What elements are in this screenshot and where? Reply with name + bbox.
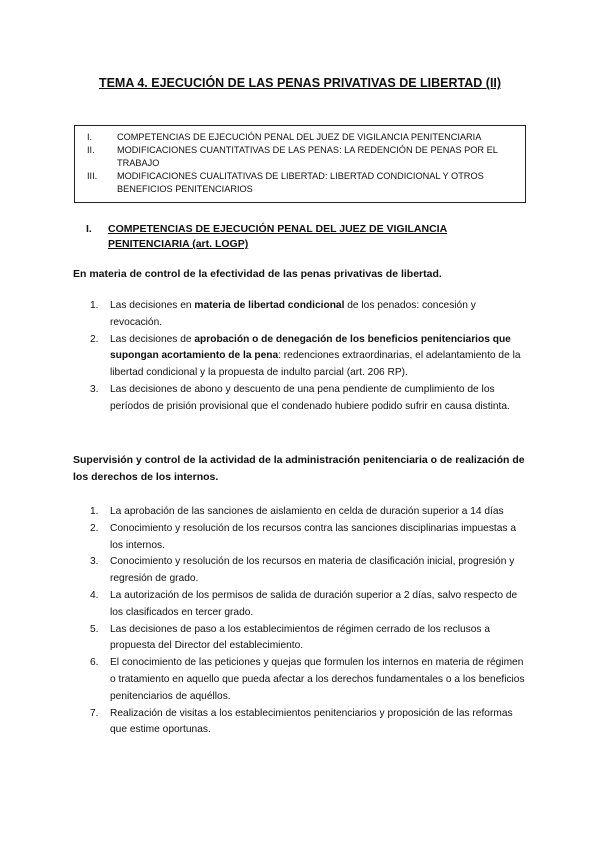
list-text-plain: de los penados: concesión y revocación. <box>110 300 476 328</box>
list-item <box>90 588 530 622</box>
list-text: El conocimiento de las peticiones y quejas que formulen los internos en materia de régimen o tratamiento en aquello que pueda afectar a los derechos fundamentales o a los beneficios penitenciarios de aquéllos. <box>110 657 525 702</box>
list-text: Las decisiones de paso a los establecimientos de régimen cerrado de los reclusos a propuesta del Director del establecimiento. <box>110 623 490 652</box>
toc-item-text: MODIFICACIONES CUANTITATIVAS DE LAS PENAS: LA REDENCIÓN DE PENAS POR EL TRABAJO <box>117 145 498 168</box>
table-of-contents <box>74 125 526 203</box>
toc-item <box>87 144 517 170</box>
ordered-list-1 <box>90 298 530 416</box>
list-text-plain: Las decisiones de abono y descuento de una pena pendiente de cumplimiento de los períodos de prisión provisional que el condenado hubiere podido sufrir en causa distinta. <box>110 383 510 412</box>
list-text <box>110 332 530 382</box>
list-text-plain: Las decisiones en <box>110 300 195 311</box>
toc-item-number: III. <box>87 171 98 181</box>
toc-item <box>87 170 517 196</box>
toc-item-number: II. <box>87 145 95 155</box>
list-number: 2. <box>90 522 99 534</box>
document-title: TEMA 4. EJECUCIÓN DE LAS PENAS PRIVATIVAS DE LIBERTAD (II) <box>98 76 502 90</box>
list-item <box>90 332 530 382</box>
list-text-plain: Las decisiones de <box>110 333 195 345</box>
list-number: 3. <box>90 383 99 395</box>
list-item <box>90 521 530 555</box>
subheading-paragraph: En materia de control de la efectividad de las penas privativas de libertad. <box>73 268 442 280</box>
subheading-paragraph: Supervisión y control de la actividad de la administración penitenciaria o de realización de los derechos de los internos. <box>73 454 525 483</box>
list-text-plain: : redenciones extraordinarias, el adelantamiento de la libertad condicional y la propuesta de indulto parcial (art. 206 RP). <box>110 350 521 379</box>
list-number: 3. <box>90 556 99 568</box>
list-text: La autorización de los permisos de salida de duración superior a 2 días, salvo respecto de los clasificados en tercer grado. <box>110 589 518 618</box>
list-number: 7. <box>90 707 99 719</box>
list-number: 4. <box>90 589 99 601</box>
list-number: 5. <box>90 623 99 635</box>
toc-item <box>87 131 517 144</box>
list-item <box>90 655 530 705</box>
list-text-bold: materia de libertad condicional <box>194 300 345 311</box>
list-item <box>90 504 530 521</box>
section-title: COMPETENCIAS DE EJECUCIÓN PENAL DEL JUEZ DE VIGILANCIA PENITENCIARIA (art. LOGP) <box>108 223 448 250</box>
list-item <box>90 554 530 588</box>
list-number: 2. <box>90 333 99 345</box>
list-item <box>90 622 530 656</box>
list-text: Realización de visitas a los establecimientos penitenciarios y proposición de las reformas que estime oportunas. <box>110 707 513 736</box>
toc-item-number: I. <box>87 132 93 142</box>
list-item <box>90 298 530 332</box>
list-text: Conocimiento y resolución de los recursos contra las sanciones disciplinarias impuestas a los internos. <box>110 522 516 551</box>
list-item <box>90 382 530 416</box>
list-item <box>90 706 530 740</box>
list-text-bold: aprobación o de denegación de los beneficios penitenciarios que supongan acortamiento de la pena <box>110 333 511 362</box>
list-number: 1. <box>90 506 99 517</box>
section-number: I. <box>86 223 92 235</box>
list-text <box>110 382 530 416</box>
toc-item-text: MODIFICACIONES CUALITATIVAS DE LIBERTAD: LIBERTAD CONDICIONAL Y OTROS BENEFICIOS PENITENCIARIOS <box>117 171 484 194</box>
list-number: 1. <box>90 300 99 311</box>
list-number: 6. <box>90 657 99 669</box>
list-text: Conocimiento y resolución de los recursos en materia de clasificación inicial, progresión y regresión de grado. <box>110 556 515 585</box>
section-heading <box>86 222 526 252</box>
toc-item-text: COMPETENCIAS DE EJECUCIÓN PENAL DEL JUEZ DE VIGILANCIA PENITENCIARIA <box>117 132 482 142</box>
list-text: La aprobación de las sanciones de aislamiento en celda de duración superior a 14 días <box>110 506 504 517</box>
ordered-list-2 <box>90 504 530 739</box>
list-text <box>110 298 530 332</box>
